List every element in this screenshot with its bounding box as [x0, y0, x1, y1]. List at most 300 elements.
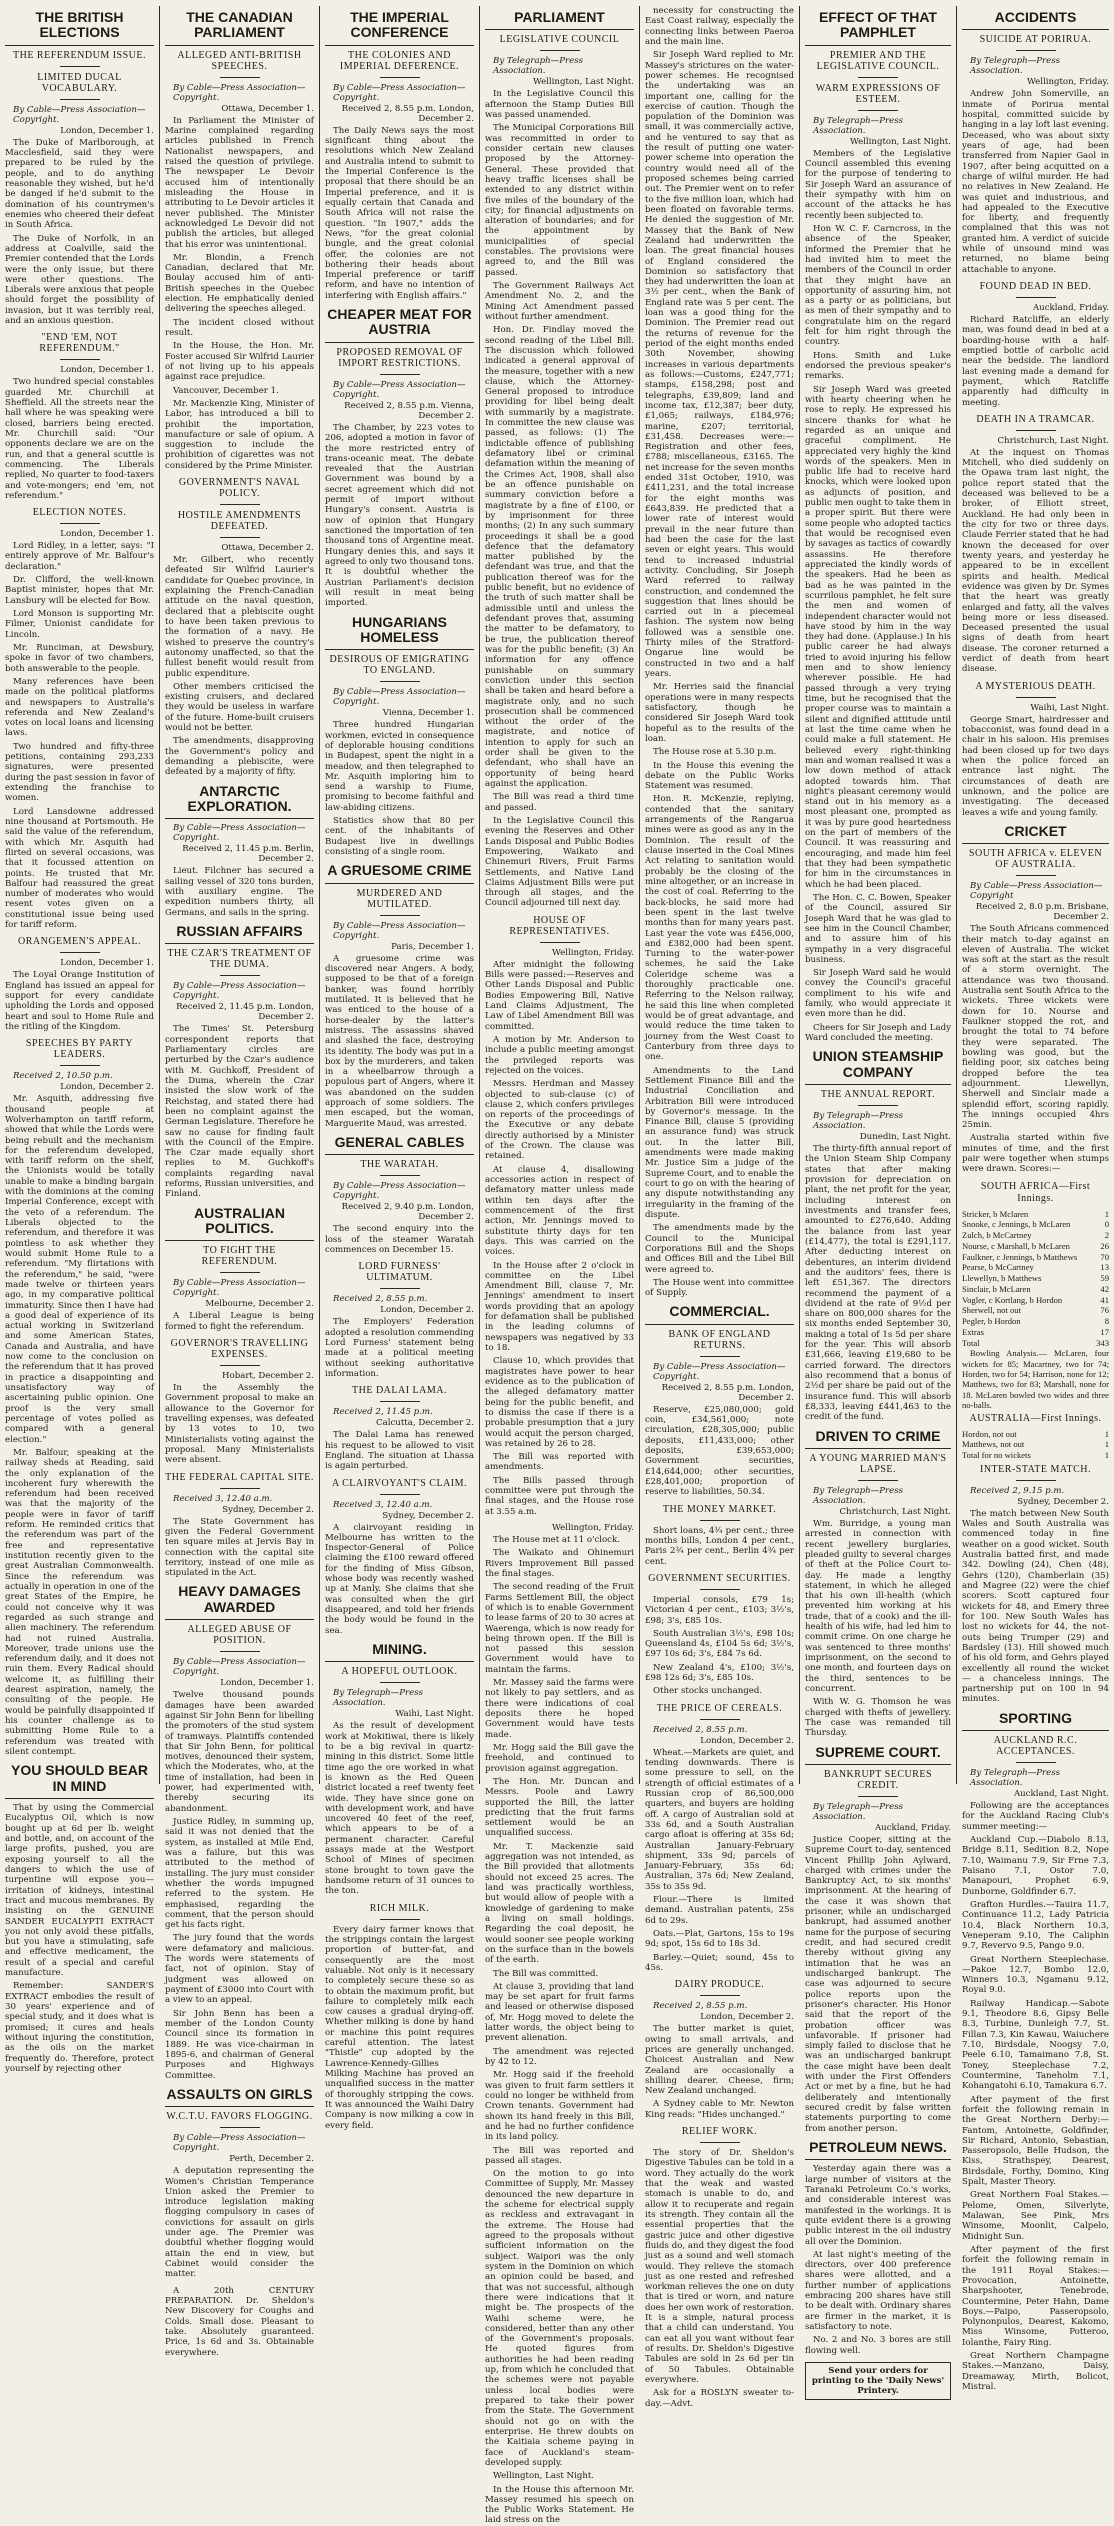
- scorecard-row: [962, 1230, 1109, 1241]
- article-paragraph: The story of Dr. Sheldon's Digestive Tabules can be told in a word. They actually do the work that the weak and wasted stomach is unable to do, and allow it to recuperate and regain its strength. They contain all the essential properties that the gastric juice and other digestive fluids do, and they digest the food just as a sound and well stomach would. They relieve the stomach just as one rested and refreshed workman relieves the one on duty that is tired or worn, and nature does her own work of restoration. It is a simple, natural process that a child can understand. You can eat all you want without fear of results. Dr. Sheldon's Digestive Tabules are sold in 2s 6d per tin of 50 Tabules. Obtainable everywhere.: [645, 2148, 794, 2385]
- article-headline: AUSTRALIAN POLITICS.: [165, 1206, 314, 1242]
- article-paragraph: As the result of development work at Mokitiwai, there is likely to be a big revival in quartz-mining in this district. Some little time ago the ore worked in what is known as the Red Queen district located a reef twenty feet wide. They have since gone on with development work, and have uncovered 40 feet of the reef, which appears to be of a permanent character. Careful assays made at the Westport School of Mines of specimen stone brought to town gave the handsome return of 31 ounces to the ton.: [325, 1721, 474, 1897]
- article: [165, 10, 314, 471]
- article-body: [5, 541, 154, 930]
- article-body: [805, 149, 951, 1044]
- article-paragraph: Sir John Benn has been a member of the London County Council since its formation in 1889. He was vice-chairman in 1895-6, and chairman of General Purposes and Highways Committee.: [165, 2008, 314, 2081]
- article-paragraph: Mr. Hogg said the Bill gave the freehold, and continued to provision against aggregation.: [485, 1742, 634, 1774]
- subhead-divider: [1016, 430, 1056, 431]
- batsman-name: Extras: [962, 1326, 984, 1337]
- column-5: [640, 6, 800, 2409]
- subhead-divider: [220, 2127, 260, 2128]
- article-byline: By Cable—Press Association—Copyright.: [173, 1278, 306, 1299]
- article-paragraph: A Liberal League is being formed to fight the referendum.: [165, 1311, 314, 1332]
- article-byline: Received 2, 8.55 p.m.: [653, 1724, 748, 1735]
- batsman-runs: 1: [1104, 1208, 1109, 1219]
- article-paragraph: The Bill was reported with amendments.: [485, 1452, 634, 1473]
- article: [645, 1573, 794, 1697]
- article-dateline: Hobart, December 2.: [222, 1371, 314, 1382]
- article: [805, 1049, 951, 1422]
- article-byline: By Telegraph—Press Association.: [333, 1688, 424, 1709]
- article: [325, 863, 474, 1129]
- article-paragraph: Great Northern Foal Stakes.—Pelome, Omen, Silverlyte, Malawan, See Pink, Mrs Winsome, Moonlit, Calpelo, Midnight Sun.: [962, 2190, 1109, 2242]
- article-paragraph: Vancouver, December 1.: [173, 385, 279, 396]
- article-paragraph: Mr. Asquith, addressing five thousand people at Wolverhampton on tariff reform, showed that while the Lords were being rebuilt and the mechanism for the referendum developed, with tariff reform on the shelf, the Unionists would be totally unable to make a binding bargain with the dominions at the coming Imperial Conference, except with the veto of a referendum. The Liberals objected to the referendum, and therefore it was pointless to ask whether they would submit Home Rule to a referendum. "My flirtations with the referendum," he said, "were made twelve or thirteen years ago, in my comparative political immaturity. Since then I have had a good deal of experience of its actual working in Switzerland and some American States, Canada and Australia, and have now come to the conclusion on the referendum that it has proved in practice a disappointing and unsatisfactory way of ascertaining public opinion. One proof is the very small percentage of votes polled as compared with a general election.": [5, 1094, 154, 1445]
- article-headline: THE IMPERIAL CONFERENCE: [325, 10, 474, 46]
- scorecard-row: [962, 1209, 1109, 1220]
- article: [5, 507, 154, 930]
- article-dateline: London, December 2.: [380, 1305, 474, 1316]
- article-paragraph: The Loyal Orange Institution of England has issued an appeal for support for every candidate upholding the Lords and opposed heart and soul to Home Rule and the ritling of the Kingdom.: [5, 970, 154, 1032]
- article-paragraph: Mr. Mackenzie King, Minister of Labor, has introduced a bill to prohibit the importation, manufacture or sale of opium. A suggestion to include the prohibition of cigarettes was not considered by the Prime Minister.: [165, 398, 314, 471]
- subhead-divider: [220, 975, 260, 976]
- batsman-runs: 26: [1100, 1240, 1109, 1251]
- subhead-divider: [380, 1175, 420, 1176]
- article: [5, 332, 154, 501]
- article-headline: CRICKET: [962, 824, 1109, 844]
- article-paragraph: A 20th CENTURY PREPARATION. Dr. Sheldon's New Discovery for Coughs and Colds. Small dose. Pleasant to take. Absolutely guaranteed. Price, 1s 6d and 3s. Obtainable everywhere.: [165, 2285, 314, 2358]
- article-paragraph: Twelve thousand pounds damages have been awarded against Sir John Benn for libelling the promoters of the stud system of tramways. Plaintiffs contended that Sir John Benn, for political motives, denounced their system, which the Moderates, who, at the time of installation, had been in power, had experimented with, thereby securing its abandonment.: [165, 1690, 314, 1814]
- article-headline: RUSSIAN AFFAIRS: [165, 924, 314, 944]
- scorecard-row: [962, 1219, 1109, 1230]
- article-body: [485, 1535, 634, 2526]
- article-byline: By Telegraph—Press Association.: [970, 56, 1061, 77]
- article-paragraph: Two hundred special constables guarded Mr. Churchill at Sheffield. All the streets near the hall where he was speaking were closed, barriers being erected. Mr. Churchill said: "Our opponents declare we are on the run, and that a general scuttle is commencing. The Liberals replied, No quarter to food-taxers and vote-mongers; end 'em, not referendum.": [5, 377, 154, 501]
- article-headline: ACCIDENTS: [962, 10, 1109, 30]
- article-paragraph: The thirty-fifth annual report of the Union Steam Ship Company states that after making provision for depreciation on plant, the net profit for the year, including interest on investments and transfer fees, amounted to £276,640. Adding the balance from last year (£14,477), the total is £291,117. After deducting interest on debentures, an interim dividend and the auditors' fees, there is left £51,367. The directors recommend the payment of a dividend at the rate of 9½d per share on 800,000 shares for the six months ended September 30, making a total of 1s 5d per share for the year. This will absorb £31,666, leaving £19,680 to be carried forward. The directors also recommend that a bonus of 2½d per share be paid out of the insurance fund. This will absorb £8,333, leaving £441,463 to the credit of the fund.: [805, 1144, 951, 1423]
- article: [962, 10, 1109, 275]
- total-runs: 1: [1104, 1450, 1109, 1461]
- cricket-scorecard: [962, 1181, 1109, 1461]
- article-byline: By Cable—Press Association—Copyright.: [333, 687, 466, 708]
- article-body: [805, 1144, 951, 1422]
- article-byline: Received 3, 12.40 a.m.: [333, 1499, 433, 1510]
- subhead-divider: [60, 359, 100, 360]
- article-paragraph: New Zealand 4's, £100; 3½'s, £98 12s 6d; 3's, £85 10s.: [645, 1662, 794, 1684]
- article-paragraph: The Employers' Federation adopted a resolution commending Lord Furness' statement being made at a political meeting without seeking authoritative information.: [325, 1317, 474, 1379]
- article-paragraph: Every dairy farmer knows that the strippings contain the largest proportion of butter-fat, and consequently are the most valuable. Not only is it necessary to completely secure these so as to obtain the maximum profit, but failure to completely milk each cow causes a gradual drying-off. Whether milking is done by hand or machine this point requires careful attention. The latest "Thistle" cup adopted by the Lawrence-Kennedy-Gillies Milking Machine has proved an unqualified success in the matter of thoroughly stripping the cows. It was announced the Waihi Dairy Company is now milking a cow in every field.: [325, 1924, 474, 2131]
- article-dateline: Received 2, 11.45 p.m. Berlin, December 2.: [182, 844, 314, 865]
- article-paragraph: The amendments, disapproving the Government's policy and demanding a plebiscite, were defeated by a majority of fifty.: [165, 736, 314, 778]
- article: [805, 1429, 951, 1739]
- article-byline: Received 2, 10.50 p.m.: [13, 1071, 113, 1082]
- article-body: [645, 1595, 794, 1697]
- article-paragraph: A clairvoyant residing in Melbourne has written to the Inspector-General of Police claiming the £100 reward offered for the finding of Miss Gibson, whose body was recently washed up at Manly. She claims that she was consulted when the girl disappeared, and told her friends the body would be found in the sea.: [325, 1522, 474, 1636]
- article: [645, 1504, 794, 1567]
- article-paragraph: Lieut. Filchner has secured a sailing vessel of 320 tons burden, with auxiliary engine. The expedition numbers thirty, all Germans, and sails in the spring.: [165, 866, 314, 918]
- batsman-name: Nourse, c Marshall, b McLaren: [962, 1240, 1070, 1251]
- article-body: [165, 2286, 314, 2358]
- article-paragraph: At clause 3, providing that land may be set apart for fruit farms and leased or otherwise disposed of, Mr. Hogg moved to delete the latter words, the object being to prevent alienation.: [485, 1981, 634, 2044]
- total-runs: 343: [1096, 1337, 1109, 1348]
- article-subheading: RICH MILK.: [369, 1902, 430, 1914]
- article-dateline: Received 2, 8.55 p.m. Vienna, December 2.: [344, 400, 474, 421]
- article-paragraph: Great Northern Steeplechase.—Pakoe 12.7, Bombo 12.0, Winners 10.3, Ngamanu 9.12, Royal 9.0.: [962, 1954, 1109, 1996]
- article-subheading: DEATH IN A TRAMCAR.: [976, 413, 1095, 425]
- article-body: [962, 89, 1109, 275]
- article-headline: GENERAL CABLES: [325, 1135, 474, 1155]
- subhead-divider: [220, 77, 260, 78]
- article: [5, 10, 154, 326]
- article-byline: Received 2, 9.15 p.m.: [970, 1485, 1065, 1496]
- article-dateline: Waihi, Last Night.: [395, 1709, 474, 1720]
- article-subheading: SPEECHES BY PARTY LEADERS.: [25, 1038, 134, 1061]
- article-paragraph: The House met at 11 o'clock.: [493, 1535, 620, 1546]
- article-paragraph: Hon. R. McKenzie, replying, contended that the sanitary arrangements of the Rangarua mines were as good as any in the Dominion. The result of the clause inserted in the Coal Mines Act relating to sanitation would probably be the closing of the mine altogether, or an increase in the cost of coal. Referring to the back-blocks, he said more had been spent in the last twelve months than for many years past. Last year the vote was £456,000, and £382,000 had been spent. Turning to the water-power schemes, he said the Lake Coleridge scheme was a thoroughly practicable one. Referring to the Nelson railway, he said this line when completed would be of great advantage, and would reduce the time taken to journey from the West Coast to Canterbury from three days to one.: [645, 794, 794, 1063]
- article-dateline: Calcutta, December 2.: [376, 1418, 474, 1429]
- printery-advertisement: Send your orders for printing to the 'Daily News' Printery.: [805, 2362, 951, 2400]
- article-paragraph: The Chamber, by 223 votes to 206, adopted a motion in favor of the more restricted entry of trans-oceanic meat. The debate revealed that the Austrian Government was bound by a secret agreement which did not permit of import without Hungary's consent. Austria is now of opinion that Hungary sanctioned the importation of ten thousand tons of Argentine meat. Hungary denies this, and says it agreed to only two thousand tons. It is doubtful whether the Austrian Parliament's decision will result in meat being imported.: [325, 422, 474, 609]
- article-body: [165, 1690, 314, 2081]
- article-byline: Received 2, 11.45 p.m.: [333, 1407, 433, 1418]
- article-dateline: Wellington, Friday.: [1026, 77, 1109, 88]
- column-2: [160, 6, 320, 2358]
- article-paragraph: George Smart, hairdresser and tobacconist, was found dead in a chair in his saloon. His premises had been closed up for two days when the police forced an entrance last night. The circumstances of death are unknown, and the police are investigating. The deceased leaves a wife and young family.: [962, 714, 1109, 818]
- subhead-divider: [1016, 697, 1056, 698]
- article-headline: COMMERCIAL.: [645, 1304, 794, 1324]
- article-paragraph: The Dalai Lama has renewed his request to be allowed to visit England. The situation at Lhassa is again perturbed.: [325, 1430, 474, 1472]
- subhead-divider: [380, 374, 420, 375]
- article-byline: Received 2, 8.55 p.m.: [333, 1294, 428, 1305]
- article-headline: UNION STEAMSHIP COMPANY: [805, 1049, 951, 1085]
- article-headline: YOU SHOULD BEAR IN MIND: [5, 1763, 154, 1799]
- article-paragraph: Mr. Hogg said if the freehold was given to fruit farm settlers it could no longer be withheld from Crown tenants. Government had shown its hand freely in this Bill, and he had no further confidence in its land policy.: [485, 2070, 634, 2143]
- batsman-name: Faulkner, c Jennings, b Matthews: [962, 1251, 1078, 1262]
- article-dateline: Wellington, Friday.: [551, 1523, 634, 1534]
- article-dateline: Sydney, December 2.: [382, 1510, 474, 1521]
- article-byline: By Telegraph—Press Association.: [813, 1111, 904, 1132]
- article: [962, 281, 1109, 408]
- article: [325, 1261, 474, 1379]
- article-paragraph: In the Assembly the Government proposal to make an allowance to the Governor for travelling expenses, was defeated by 13 votes to 10, two Ministerialists voting against the proposal. Many Ministerialists were absent.: [165, 1383, 314, 1466]
- article: [645, 1703, 794, 1974]
- article-paragraph: Wheat.—Markets are quiet, and tending downwards. There is some pressure to sell, on the strength of official estimates of a Russian crop of 86,500,000 quarters, and buyers are holding off. A cargo of Australian sold at 33s 6d, and a South Australian cargo afloat is offering at 35s 6d; Australian January-February shipment, 33s 9d; parcels of January-February, 35s 6d; Australian, 37s 6d; New Zealand, 35s to 35s 9d.: [645, 1747, 794, 1892]
- article: [325, 307, 474, 608]
- subhead-divider: [60, 99, 100, 100]
- article-subheading: W.C.T.U. FAVORS FLOGGING.: [166, 2111, 313, 2123]
- article-body: [645, 1526, 794, 1567]
- article-paragraph: Messrs. Herdman and Massey objected to sub-clause (c) of clause 2, which confers privileges on reports of the proceedings of the Executive or any debate directly authorised by a Minister of the Crown. The clause was retained.: [485, 1079, 634, 1162]
- subhead-divider: [220, 504, 260, 505]
- article-paragraph: The match between New South Wales and South Australia was commenced today in fine weather on a good wicket. South Australia batted first, and made 342. Dowling (24), Chen (48), Gehrs (120), Chamberlain (35) and Magree (22) were the chief scorers. Scott captured four wickets for 48, and Emery three for 100. New South Wales has lost no wickets for 44, the not-outs being Trumper (29) and Bardsley (13). Hill showed much of his old form, and Gehrs played excellently all round the wicket — a chanceless innings. The partnership put on 100 in 94 minutes.: [962, 1508, 1109, 1705]
- article-paragraph: Mr. Gilbert, who recently defeated Sir Wilfrid Laurier's candidate for Quebec province, in explaining the French-Canadian attitude on the naval question, declared that a plebiscite ought to have been taken previous to the formation of a navy. He wished to preserve the country's autonomy unaffected, so that the fullest benefit would result from public expenditure.: [165, 555, 314, 679]
- article: [5, 1763, 154, 2074]
- article-body: [325, 1317, 474, 1379]
- bowling-analysis: [962, 1348, 1109, 1410]
- article-subheading: WARM EXPRESSIONS OF ESTEEM.: [815, 82, 941, 105]
- subhead-divider: [1016, 1480, 1056, 1481]
- article-paragraph: Grafton Hurdles.—Tauira 11.7, Continuance 11.2, Lady Patricia 10.4, Black Northern 10.3, Veneperam 9.10, The Caliphin 9.7, Revervo 9.5, Pango 9.0.: [962, 1899, 1109, 1952]
- subhead-divider: [220, 1651, 260, 1652]
- article-paragraph: Wm. Burridge, a young man arrested in connection with recent jewellery burglaries, pleaded guilty to several charges of theft at the Police Court to-day. He made a lengthy statement, in which he alleged that his own ill-health (which prevented him working at his trade, that of a cook) and the ill-health of his wife, had led him to commit crime. On one charge he was sentenced to three months' imprisonment, on the second to one month, and fourteen days on the third, sentences to be concurrent.: [805, 1518, 951, 1694]
- article-body: [165, 1311, 314, 1332]
- subhead-divider: [1016, 1762, 1056, 1763]
- subhead-divider: [540, 942, 580, 943]
- article-paragraph: Richard Ratcliffe, an elderly man, was found dead in bed at a boarding-house with a half-emptied bottle of carbolic acid near the bedside. The landlord last evening made a demand for payment, which Ratcliffe apparently had difficulty in meeting.: [962, 315, 1109, 408]
- article-subheading: TO FIGHT THE REFERENDUM.: [201, 1245, 278, 1268]
- article-paragraph: Justice Ridley, in summing up, said it was not denied that the system, as installed at Mile End, was a failure, but this was attributed to the method of installing. The jury must consider whether the words impugned referred to the system. He emphasised, regarding the comment, that the person should get his facts right.: [165, 1817, 314, 1931]
- article-dateline: Sydney, December 2.: [1017, 1496, 1109, 1507]
- article-headline: PETROLEUM NEWS.: [805, 2140, 951, 2160]
- article-paragraph: Sir Joseph Ward said he would convey the Council's graceful compliment to his wife and family, who would appreciate it even more than he did.: [805, 968, 951, 1020]
- article-subheading: A CLAIRVOYANT'S CLAIM.: [331, 1477, 468, 1489]
- article-paragraph: The Waikato and Ohinemuri Rivers Improvement Bill passed the final stages.: [485, 1548, 634, 1579]
- article-paragraph: Lord Ridley, in a letter, says: "I entirely approve of Mr. Balfour's declaration.": [5, 541, 154, 572]
- subhead-divider: [380, 915, 420, 916]
- article: [962, 824, 1109, 1175]
- article-headline: CHEAPER MEAT FOR AUSTRIA: [325, 307, 474, 343]
- article-paragraph: That by using the Commercial Eucalyptus Oil, which is now bought up at 6d per lb. weight and bottle, and, on account of the large profits, pushed, you are exposing yourself to all the dangers to which the use of turpentine will expose you—irritation of kidneys, intestinal tract and mucous membranes. By insisting on the GENUINE SANDER EUCALYPTI EXTRACT you not only avoid these pitfalls, but you have a stimulating, safe and effective medicament, the result of a special and careful manufacture.: [5, 1803, 154, 1979]
- article-subheading: THE REFERENDUM ISSUE.: [12, 49, 146, 61]
- article-byline: By Telegraph—Press Association.: [970, 1768, 1061, 1789]
- article-body: [165, 1024, 314, 1199]
- scorecard-row: [962, 1439, 1109, 1450]
- article-dateline: London, December 2.: [700, 2012, 794, 2023]
- article-paragraph: A gruesome crime was discovered near Angers. A body, supposed to be that of a foreign banker, was found horribly mutilated. It is believed that he was enticed to the house of a horse-dealer by the latter's mistress. The assassins shaved and slashed the face, destroying its identity. The body was put in a box by the murderers, and taken in a wheelbarrow through a populous part of Angers, where it was abandoned on the sudden approach of some soldiers. The men escaped, but the woman, Marguerite Maud, was arrested.: [325, 953, 474, 1129]
- batsman-name: Zulch, b McCartney: [962, 1230, 1032, 1241]
- article-subheading: AUCKLAND R.C. ACCEPTANCES.: [993, 1735, 1078, 1758]
- article-body: [962, 1801, 1109, 2392]
- article-dateline: Auckland, Last Night.: [1013, 1789, 1109, 1800]
- article-dateline: London, December 1.: [60, 958, 154, 969]
- article-byline: By Cable—Press Association—Copyright.: [173, 823, 306, 844]
- article: [805, 10, 951, 1043]
- article-dateline: Auckland, Friday.: [1032, 303, 1109, 314]
- article: [485, 1523, 634, 2526]
- article-byline: By Telegraph—Press Association.: [493, 56, 584, 77]
- article-paragraph: Mr. Balfour, speaking at the railway sheds at Reading, said the only explanation of the incoherent fury wherewith the referendum had been received was that the majority of the people were in favor of tariff reform. He reminded critics that the referendum was part of the free and representative institution recently given to the great Australian Commonwealth. Since the referendum was actually in operation in one of the great States of the Empire, he could not conceive why it was regarded as such strange and alien machinery. The referendum had not ruined Australia. Moreover, trade unions use the referendum daily, and it does not ruin them. Every Radical should welcome it, as fulfilling their dearest aspiration, namely, the consulting of the people. He would be painfully disappointed if his counter challenge as to submitting Home Rule to a referendum was treated with silent contempt.: [5, 1447, 154, 1757]
- article-paragraph: Reserve, £25,080,000; gold coin, £34,561,000; note circulation, £28,305,000; public deposits, £11,433,000; other deposits, £39,653,000; Government securities, £14,644,000; other securities, £28,401,000; proportion of reserve to liabilities, 50.34.: [645, 1404, 794, 1498]
- subhead-divider: [220, 1272, 260, 1273]
- subhead-divider: [60, 952, 100, 953]
- batsman-name: Hordon, not out: [962, 1428, 1017, 1439]
- article-paragraph: After payment of the first forfeit the following remain in the Great Northern Derby:—Fantom, Antoinette, Goldfinder, Sir Richard, Antonio, Sebastian, Passeropsolo, Belle Hudson, the Kiss, Strathspey, Dearest, Birdsdale, Forthy, Domino, King Spalt, Master Theory.: [962, 2094, 1109, 2188]
- article: [805, 2140, 951, 2356]
- article-subheading: LIMITED DUCAL VOCABULARY.: [37, 71, 122, 94]
- article-body: [5, 1803, 154, 2074]
- article: [325, 1642, 474, 1897]
- subhead-divider: [858, 1105, 898, 1106]
- article-paragraph: Clause 10, which provides that magistrates have power to hear evidence as to the publication of the alleged defamatory matter being for the public benefit, and to dismiss the case if there is a probable presumption that a jury would acquit the person charged, was retained by 26 to 28.: [485, 1356, 634, 1449]
- article-paragraph: Mr. T. Mackenzie said aggregation was not intended, as the Bill provided that allotments should not exceed 25 acres. The land was practically worthless, but would allow of people with a knowledge of gardening to make a living on small holdings. Regarding the coal deposit, he would sooner see people working on the surface than in the bowels of the earth.: [485, 1841, 634, 1966]
- article-dateline: Wellington, Friday.: [551, 947, 634, 958]
- article-dateline: Waihi, Last Night.: [1030, 702, 1109, 713]
- article-subheading: THE PRICE OF CEREALS.: [656, 1702, 783, 1714]
- article: [165, 924, 314, 1200]
- article: [165, 1338, 314, 1466]
- article-dateline: Received 2, 8.55 p.m. London, December 2.: [341, 103, 474, 124]
- article-body: [165, 1517, 314, 1579]
- article-subheading: GOVERNOR'S TRAVELLING EXPENSES.: [170, 1338, 309, 1361]
- subhead-divider: [380, 77, 420, 78]
- article-byline: By Cable—Press Association—Copyright.: [333, 82, 466, 103]
- article-byline: Received 3, 12.40 a.m.: [173, 1493, 273, 1504]
- article-body: [805, 2164, 951, 2356]
- article-paragraph: A motion by Mr. Anderson to include a public meeting amongst the privileged reports was rejected on the voices.: [485, 1034, 634, 1076]
- article-paragraph: Andrew John Somerville, an inmate of Porirua mental hospital, committed suicide by hanging in a lay loft last evening. Deceased, who was about sixty years of age, had been transferred from Napier Gaol in 1907, after being acquitted on a charge of wilful murder. He had no relatives in New Zealand. He was quiet and industrious, and had appealed to the Executive for liberty, and frequently complained that this was not granted him. A verdict of suicide while of unsound mind was returned, no blame being attachable to anyone.: [962, 89, 1109, 275]
- article: [485, 10, 634, 909]
- article-subheading: LEGISLATIVE COUNCIL: [499, 34, 620, 46]
- article: [325, 1478, 474, 1636]
- article-paragraph: Mr. Blondin, a French Canadian, declared that Mr. Boulay accused him of anti-British speeches in the Quebec election. He emphatically denied delivering the speeches alleged.: [165, 252, 314, 315]
- batsman-runs: 17: [1100, 1326, 1109, 1337]
- article-paragraph: Yesterday again there was a large number of visitors at the Taranaki Petroleum Co.'s works, and considerable interest was manifested in the workings. It is quite evident there is a growing public interest in the oil industry all over the Dominion.: [805, 2164, 951, 2247]
- article-body: [485, 89, 634, 908]
- article-paragraph: Hon W. C. F. Carncross, in the absence of the Speaker, informed the Premier that he had invited him to meet the members of the Council in order that they might have an opportunity of assuring him, not as a party or as politicians, but as men of their sympathy and to congratulate him on the regard felt for him right through the country.: [805, 223, 951, 348]
- article: [165, 2087, 314, 2280]
- article-paragraph: necessity for constructing the East Coast railway, especially the connecting links between Paeroa and the main line.: [645, 6, 794, 47]
- article-body: [805, 1835, 951, 2134]
- subhead-divider: [60, 66, 100, 67]
- subhead-divider: [1016, 875, 1056, 876]
- article: [645, 6, 794, 1298]
- scorecard-row: [962, 1252, 1109, 1263]
- article-paragraph: The Bill was reported and passed all stages.: [485, 2145, 634, 2166]
- article-subheading: ALLEGED ABUSE OF POSITION.: [187, 1624, 292, 1647]
- article-subheading: A HOPEFUL OUTLOOK.: [341, 1666, 458, 1678]
- article-body: [325, 1523, 474, 1636]
- article-body: [645, 2024, 794, 2120]
- article-dateline: Sydney, December 2.: [222, 1504, 314, 1515]
- article-body: [325, 423, 474, 609]
- article-subheading: SUICIDE AT PORIRUA.: [979, 34, 1092, 46]
- subhead-divider: [858, 110, 898, 111]
- article-headline: ASSAULTS ON GIRLS: [165, 2087, 314, 2107]
- article-body: [805, 1519, 951, 1739]
- article-paragraph: The State Government has given the Federal Government ten square miles at Jervis Bay in connection with the capital site territory, instead of one mile as stipulated in the Act.: [165, 1516, 314, 1579]
- batsman-runs: 70: [1100, 1251, 1109, 1262]
- batsman-runs: 1: [1104, 1428, 1109, 1439]
- article-paragraph: Hons. Smith and Luke endorsed the previous speaker's remarks.: [805, 350, 951, 382]
- article-subheading: PREMIER AND THE LEGISLATIVE COUNCIL.: [816, 49, 940, 72]
- article-headline: A GRUESOME CRIME: [325, 863, 474, 883]
- article-paragraph: Great Northern Champagne Stakes.—Manzano, Daisy, Dreamaway, Mirth, Bolicot, Mistral.: [962, 2351, 1109, 2393]
- article-body: [325, 1925, 474, 2131]
- article-paragraph: Dr. Clifford, the well-known Baptist minister, hopes that Mr. Lansbury will be elected for Bow.: [5, 575, 154, 606]
- article-paragraph: The Bill was read a third time and passed.: [485, 792, 634, 813]
- article-paragraph: Other stocks unchanged.: [653, 1686, 763, 1697]
- article-body: [962, 924, 1109, 1175]
- article-byline: By Cable—Press Association—Copyright.: [333, 920, 466, 941]
- article-body: [165, 1383, 314, 1466]
- article-paragraph: In the Legislative Council this evening the Reserves and Other Lands Disposal and Public Bodies Empowering, Waikato and Chinemuri Rivers, Fruit Farms Settlements, and Native Land Claims Adjustment Bills were put through all stages, and the Council adjourned till next day.: [485, 815, 634, 909]
- article-paragraph: South Australian 3½'s, £98 10s; Queensland 4s, £104 5s 6d; 3½'s, £97 10s 6d; 3's, £84 7s 6d.: [645, 1628, 794, 1660]
- scorecard-total: [962, 1450, 1109, 1461]
- article-subheading: THE CZAR'S TREATMENT OF THE DUMA.: [167, 948, 312, 971]
- batsman-runs: 76: [1100, 1305, 1109, 1316]
- article-paragraph: With W. G. Thomson he was charged with thefts of jewellery. The case was remanded till Thursday.: [805, 1697, 951, 1739]
- article-paragraph: Ask for a ROSLYN sweater to-day.—Advt.: [645, 2388, 794, 2409]
- subhead-divider: [858, 1796, 898, 1797]
- article-body: [325, 954, 474, 1129]
- article-paragraph: Mr. Massey said the farms were not likely to pay settlers, and as there were indications of coal deposits there he hoped Government would have tests made.: [485, 1678, 634, 1740]
- article: [325, 1385, 474, 1471]
- article-paragraph: In the Legislative Council this afternoon the Stamp Duties Bill was passed unamended.: [485, 89, 634, 121]
- batsman-name: Vogler, c Kortlang, b Hordon: [962, 1294, 1063, 1305]
- article-subheading: ELECTION NOTES.: [32, 507, 127, 519]
- batsman-runs: 42: [1100, 1283, 1109, 1294]
- article-headline: DRIVEN TO CRIME: [805, 1429, 951, 1449]
- article: [325, 1135, 474, 1255]
- article-paragraph: The butter market is quiet, owing to small arrivals, and prices are generally unchanged. Choicest Australian and New Zealand are occasionally a shilling dearer. Cheese, firm; New Zealand unchanged.: [645, 2024, 794, 2097]
- article-dateline: London, December 2.: [700, 1735, 794, 1746]
- article-paragraph: The Times' St. Petersburg correspondent reports that Parliamentary circles are perturbed by the Czar's audience with M. Guchkoff, President of the Duma, wherein the Czar insisted the slow work of the Reichstag, and stated there had been no complaint against the German Legislature. Therefore he saw no cause for finding fault with the Council of the Empire. The Czar made equally short replies to M. Guchkoff's complaints regarding naval reforms, Russian universities, and Finland.: [165, 1024, 315, 1200]
- article-body: [5, 377, 154, 501]
- article-paragraph: A deputation representing the Women's Christian Temperance Union asked the Premier to introduce legislation making flogging compulsory in cases of convictions for assault on girls under age. The Premier was doubtful whether flogging would attain the end in view, but Cabinet would consider the matter.: [165, 2166, 314, 2280]
- article-paragraph: The Hon. Mr. Duncan and Messrs. Poole and Lawry supported the Bill, the latter predicting that the fruit farms settlement would be an unqualified success.: [485, 1776, 634, 1839]
- subhead-divider: [1016, 50, 1056, 51]
- article-paragraph: Mr. Herries said the financial operations were in many respects satisfactory, though he considered Sir Joseph Ward took hopeful as to the results of the loan.: [645, 682, 794, 744]
- article: [645, 1304, 794, 1497]
- article-headline: HUNGARIANS HOMELESS: [325, 615, 474, 651]
- batsman-name: Sherwell, not out: [962, 1305, 1021, 1316]
- article-subheading: MURDERED AND MUTILATED.: [356, 887, 443, 910]
- article-body: [165, 555, 314, 778]
- article-paragraph: The second reading of the Fruit Farms Settlement Bill, the object of which is to enable Government to lease farms of 20 to 30 acres at Waerenga, which is now ready for being thrown open. If the Bill is not passed this session Government would have to maintain the farms.: [485, 1582, 634, 1675]
- article-byline: Received 2, 8.55 p.m.: [653, 2001, 748, 2012]
- article: [325, 10, 474, 301]
- article-paragraph: Following are the acceptances for the Auckland Racing Club's summer meeting:—: [962, 1801, 1109, 1832]
- article-subheading: INTER-STATE MATCH.: [980, 1463, 1091, 1475]
- article: [5, 936, 154, 1032]
- scorecard-total: [962, 1338, 1109, 1349]
- article-paragraph: The Government Railways Act Amendment No. 2, and the Mining Act Amendment passed without further amendment.: [485, 281, 634, 322]
- article-subheading: "END 'EM, NOT REFERENDUM.": [39, 332, 120, 355]
- article-body: [962, 448, 1109, 675]
- article-paragraph: Statistics show that 80 per cent. of the inhabitants of Budapest live in dwellings consisting of a single room.: [325, 816, 474, 858]
- scorecard-team-heading: SOUTH AFRICA—First Innings.: [980, 1180, 1091, 1205]
- batsman-runs: 59: [1100, 1273, 1109, 1284]
- article-dateline: Paris, December 1.: [391, 941, 474, 952]
- article: [962, 681, 1109, 818]
- subhead-divider: [540, 50, 580, 51]
- article-dateline: Wellington, Last Night.: [532, 77, 634, 88]
- batsman-name: Pegler, b Hordon: [962, 1316, 1021, 1327]
- article-paragraph: Three hundred Hungarian workmen, evicted in consequence of deplorable housing conditions in Budapest, spent the night in a meadow, and then telegraphed to Mr. Asquith imploring him to send a warship to Fiume, promising to become faithful and law-abiding citizens.: [325, 720, 474, 813]
- article-subheading: THE MONEY MARKET.: [662, 1503, 777, 1515]
- article-body: [325, 1430, 474, 1471]
- scorecard-row: [962, 1262, 1109, 1273]
- article-dateline: Received 2, 8.55 p.m. London, December 2.: [661, 1382, 794, 1403]
- column-3: [320, 6, 480, 2131]
- article-paragraph: Imperial consols, £79 1s; Victorian 4 per cent., £103; 3½'s, £98; 3's, £85 10s.: [645, 1594, 794, 1626]
- article-paragraph: On the motion to go into Committee of Supply, Mr. Massey denounced the new departure in the scheme for electrical supply as reckless and extravagant in the extreme. The House had agreed to the proposals without sufficient information on the subject. Waipori was the only system in the Dominion on which an opinion could be based, and that was not successful, although there were indications that it might be. The prospects of the Waihi scheme were, he considered, better than any other of the Government's proposals. He quoted figures from authorities he had been reading up, from which he concluded that the schemes were not payable unless local bodies were prepared to take their power from the State. The Government should not go on with the enterprise. He threw doubts on the Kaitiaia scheme paying in face of Auckland's steam-developed supply.: [485, 2169, 634, 2468]
- article-paragraph: A Sydney cable to Mr. Newton King reads: "Hides unchanged.": [645, 2099, 794, 2120]
- article-byline: By Cable—Press Association—Copyright.: [333, 1181, 466, 1202]
- article-body: [325, 1224, 474, 1255]
- article-paragraph: The House went into committee of Supply.: [645, 1277, 794, 1299]
- article-paragraph: Hon. Dr. Findlay moved the second reading of the Libel Bill. The discussion which followed indicated a general approval of the measure, together with a new clause, which the Attorney-General proposed to introduce providing for libel being dealt with summarily by a magistrate. In committee the new clause was passed, as follows: (1) The indictable offence of publishing defamatory libel or criminal defamation within the meaning of the Crimes Act, 1908, shall also be an offence punishable on summary conviction before a magistrate by a fine of £100, or by imprisonment for three months; (2) In any such summary proceedings it shall be a good defence that the defamatory matter published by the defendant was true, and that the publication thereof was for the public benefit, but no evidence of the truth of such matter shall be admissible until and unless the defendant proves that, assuming the matter to be defamatory, to be true, the publication thereof was for the public benefit; (3) An information for any offence punishable on summary conviction under this section shall be taken and heard before a magistrate only, and no such prosecution shall be commenced without the order of the magistrate, and notice of intention to apply for such an order shall be given to the defendant, who shall have an opportunity of being heard against the application.: [485, 325, 634, 790]
- subhead-divider: [380, 1682, 420, 1683]
- article-subheading: FOUND DEAD IN BED.: [979, 281, 1092, 293]
- article-dateline: Melbourne, December 2.: [205, 1299, 314, 1310]
- article-body: [645, 1748, 794, 1974]
- article-body: [165, 866, 314, 918]
- article-subheading: THE COLONIES AND IMPERIAL DEFERENCE.: [339, 49, 460, 72]
- article-byline: By Cable—Press Association—Copyright.: [653, 1361, 786, 1382]
- article-paragraph: At last night's meeting of the directors, over 400 preference shares were allotted, and a further number of applications embracing 200 shares have still to be dealt with. Ordinary shares are firmer in the market, it is satisfactory to note.: [805, 2249, 951, 2333]
- article-dateline: London, December 1.: [220, 1678, 314, 1689]
- article-headline: EFFECT OF THAT PAMPHLET: [805, 10, 951, 46]
- article-paragraph: Many references have been made on the political platforms and newspapers to Australia's referenda and New Zealand's votes on local loans and licensing laws.: [5, 676, 154, 739]
- subhead-divider: [60, 1065, 100, 1066]
- article: [165, 1472, 314, 1579]
- article-byline: By Telegraph—Press Association.: [813, 1485, 904, 1506]
- article-paragraph: In the House this afternoon Mr. Massey resumed his speech on the Public Works Statement. He laid stress on the: [485, 2484, 634, 2526]
- article-subheading: THE WARATAH.: [360, 1159, 439, 1171]
- article: [325, 1903, 474, 2131]
- article-subheading: BANK OF ENGLAND RETURNS.: [668, 1328, 771, 1351]
